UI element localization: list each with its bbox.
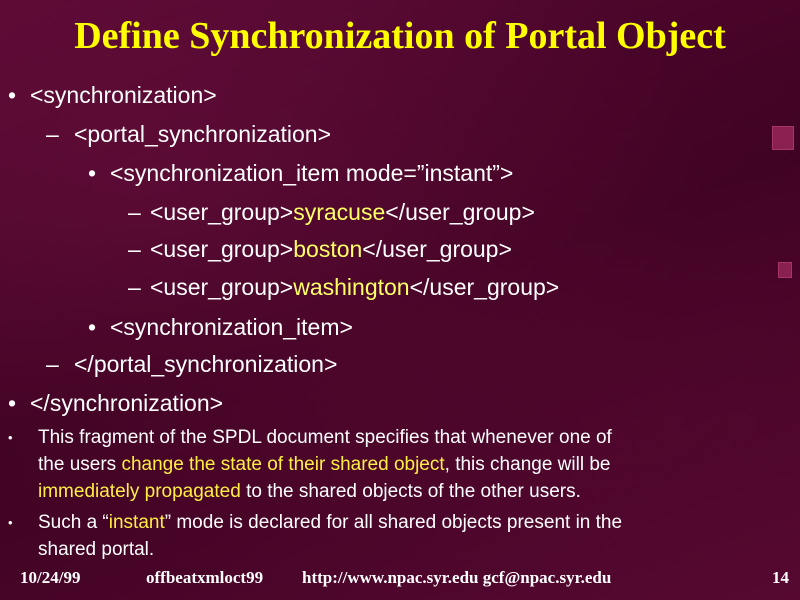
highlight-text: change the state of their shared object	[121, 454, 445, 475]
code-text: <synchronization_item mode=”instant”>	[110, 160, 514, 186]
highlight-text: immediately propagated	[38, 481, 241, 502]
description-paragraph	[0, 424, 800, 506]
footer-date: 10/24/99	[20, 568, 81, 587]
dash: –	[46, 121, 59, 147]
code-line	[8, 390, 223, 416]
code-text: <user_group>	[150, 199, 294, 225]
dash: –	[128, 236, 141, 262]
footer-page-number: 14	[772, 568, 789, 587]
dash: –	[128, 199, 141, 225]
user-group-value: boston	[293, 236, 363, 262]
dash: –	[46, 351, 59, 377]
code-line	[128, 236, 512, 262]
text: to the shared objects of the other users.	[240, 481, 581, 502]
highlight-text: instant	[108, 512, 165, 533]
bullet: •	[88, 160, 97, 186]
footer-url: http://www.npac.syr.edu gcf@npac.syr.edu	[302, 568, 612, 587]
code-text: <synchronization_item>	[110, 314, 353, 340]
paragraph-text	[38, 509, 788, 563]
slide-title: Define Synchronization of Portal Object	[74, 15, 726, 57]
paragraph-text	[38, 424, 788, 505]
code-text: </user_group>	[385, 199, 535, 225]
code-text: </user_group>	[362, 236, 512, 262]
bullet: •	[8, 390, 17, 416]
footer-filename: offbeatxmloct99	[146, 568, 264, 587]
code-text: </synchronization>	[30, 390, 224, 416]
description-paragraph	[0, 509, 800, 563]
text: This fragment of the SPDL document specifies that whenever one of	[38, 427, 612, 448]
code-line	[128, 274, 559, 300]
code-text: <user_group>	[150, 274, 294, 300]
text: the users	[38, 454, 122, 475]
code-line	[46, 351, 337, 377]
text: ” mode is declared for all shared objects present in the	[164, 512, 623, 533]
bullet: •	[8, 515, 13, 530]
code-line	[128, 199, 535, 225]
code-text: </portal_synchronization>	[74, 351, 338, 377]
user-group-value: syracuse	[293, 199, 386, 225]
code-text: <synchronization>	[30, 82, 217, 108]
code-line	[46, 121, 331, 147]
decoration-square	[772, 126, 794, 150]
user-group-value: washington	[293, 274, 410, 300]
dash: –	[128, 274, 141, 300]
decoration-square	[778, 262, 792, 278]
code-text: <portal_synchronization>	[74, 121, 331, 147]
code-line	[88, 160, 513, 186]
text: , this change will be	[444, 454, 611, 475]
code-text: </user_group>	[409, 274, 560, 300]
code-line	[8, 82, 217, 108]
bullet: •	[8, 82, 17, 108]
bullet: •	[88, 314, 97, 340]
code-line	[88, 314, 353, 340]
code-text: <user_group>	[150, 236, 294, 262]
text: shared portal.	[38, 539, 155, 560]
text: Such a “	[38, 512, 109, 533]
bullet: •	[8, 430, 13, 445]
